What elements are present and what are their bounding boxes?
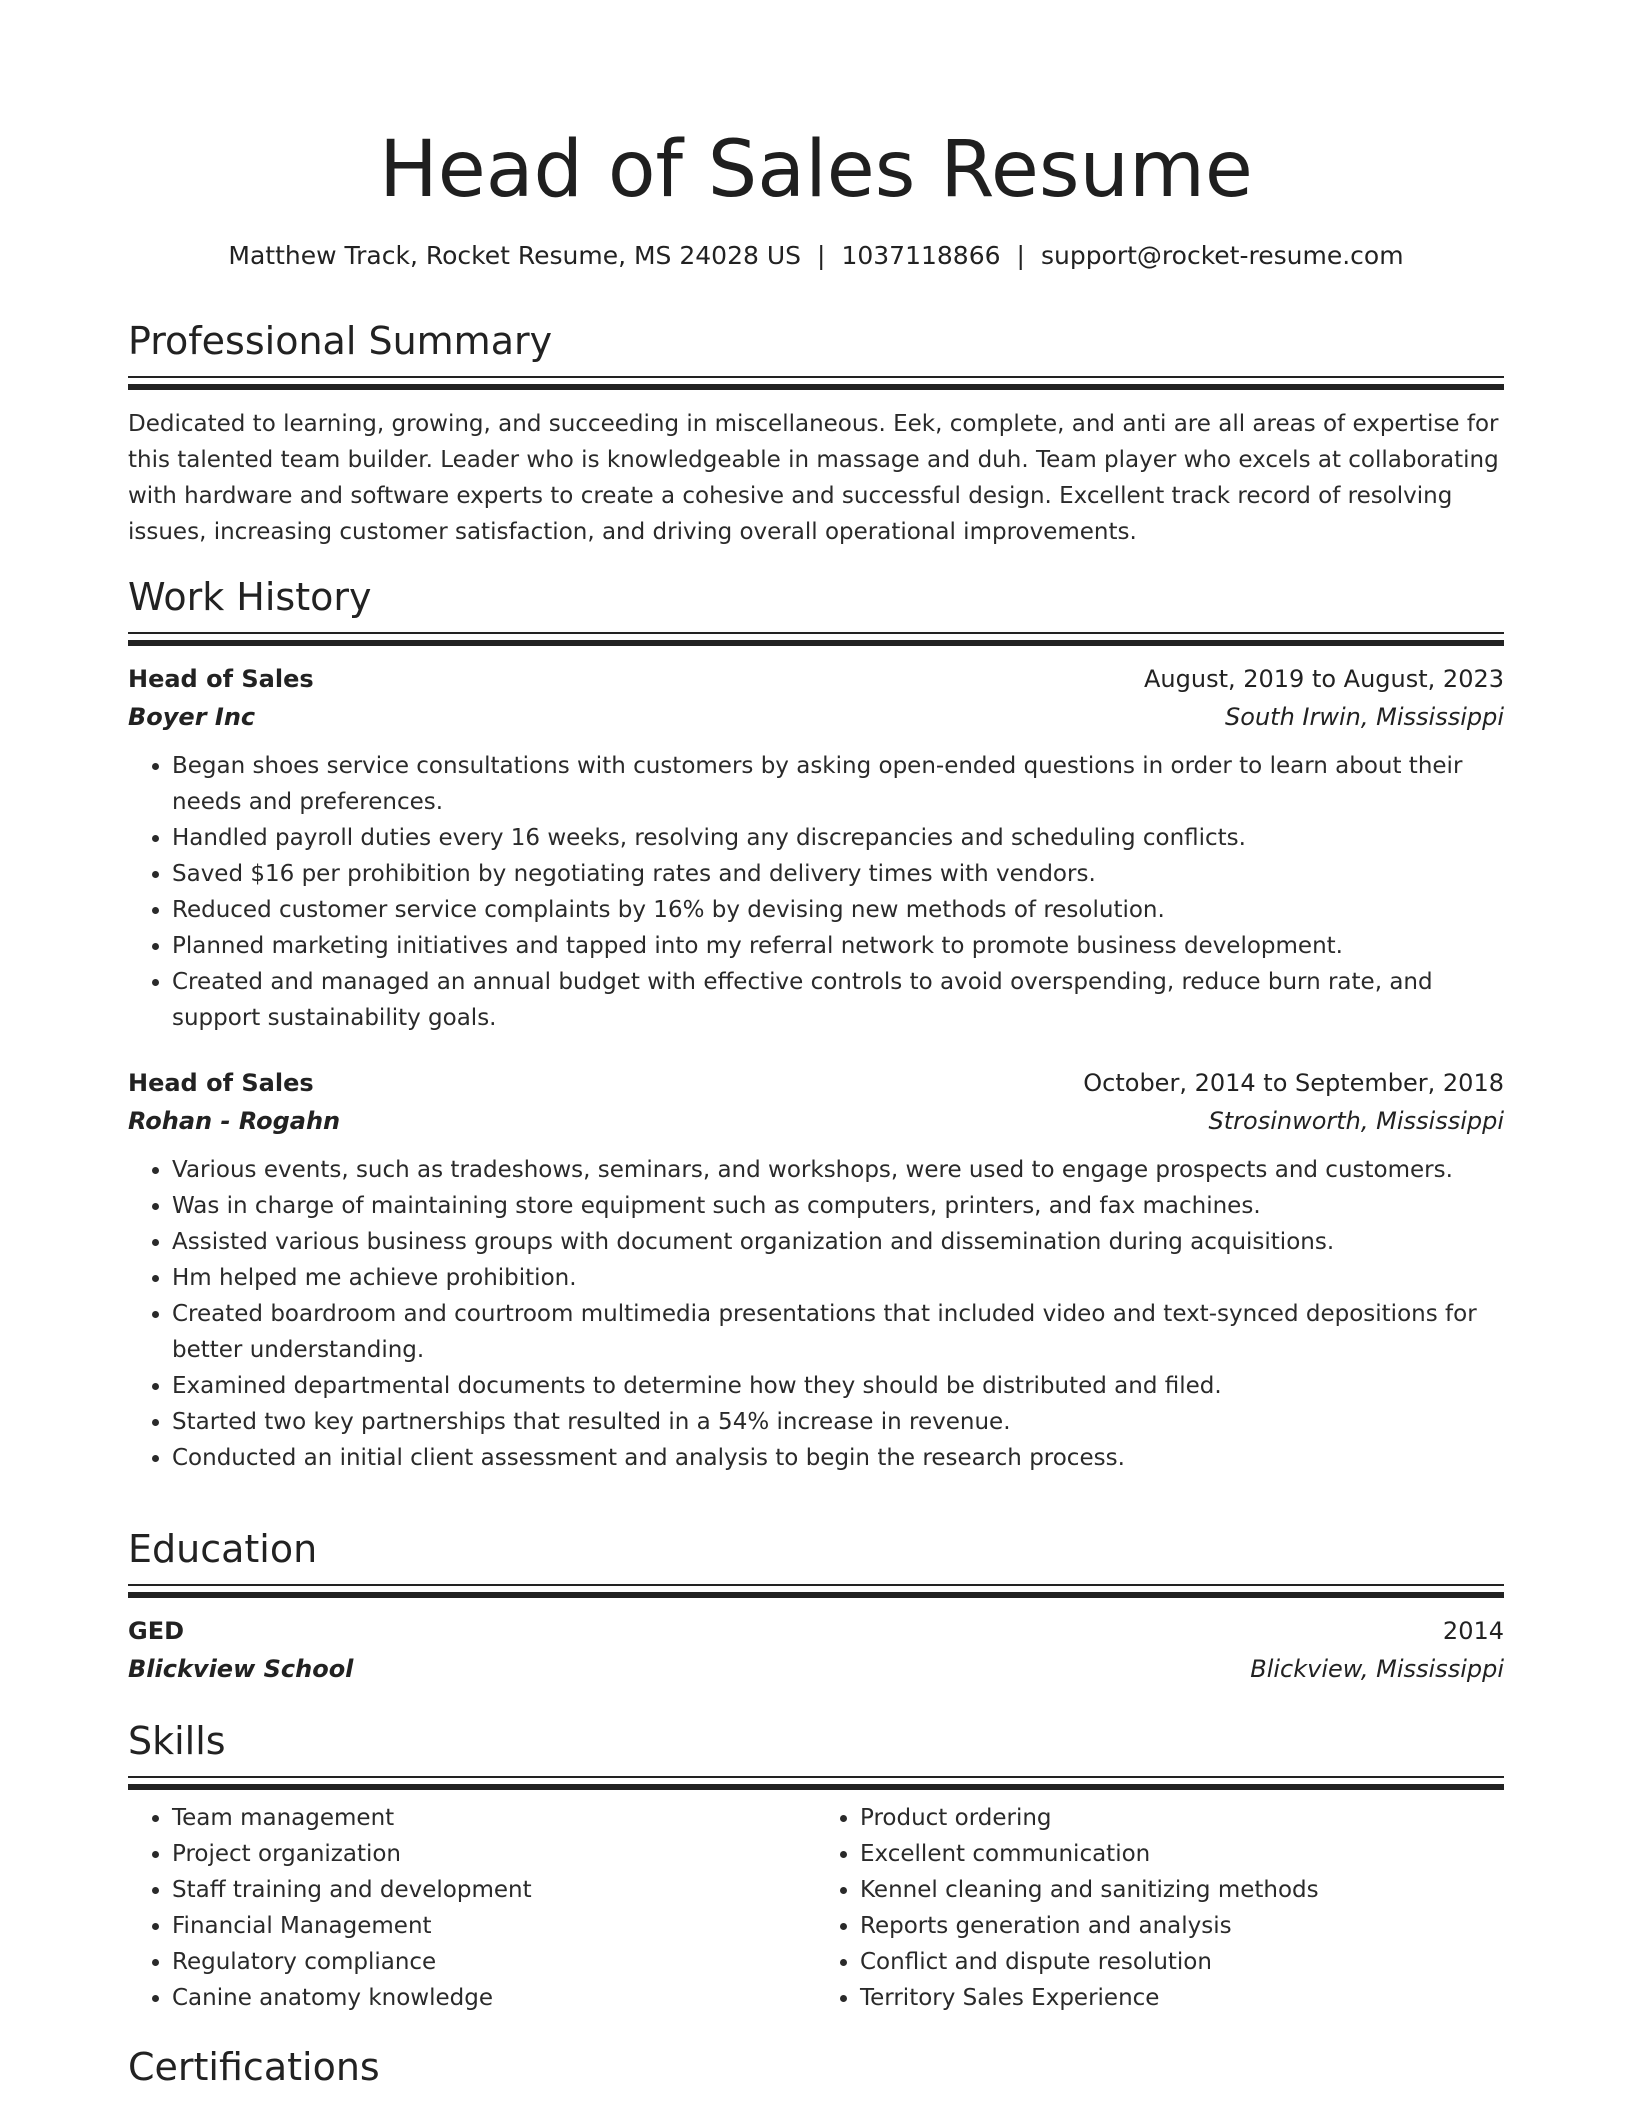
list-item: • Reduced customer service complaints by 16% by devising new methods of resolution. [172, 892, 1504, 928]
education-degree: GED [128, 1617, 185, 1645]
summary-text: Dedicated to learning, growing, and succeeding in miscellaneous. Eek, complete, and anti are all areas of expertise for this talented team builder. Leader who is knowledgeable in massage and duh. Team player who excels at collaborating with hardware and software experts to create a cohesive and successful design. Excellent track record of resolving issues, increasing customer satisfaction, and driving overall operational improvements. [128, 411, 1499, 545]
job-bullets [128, 748, 1504, 1036]
section-rule [128, 376, 1504, 378]
list-item: • Project organization [172, 1836, 816, 1872]
section-heading: Certifications [128, 2045, 380, 2089]
list-item: • Examined departmental documents to determine how they should be distributed and filed. [172, 1368, 1504, 1404]
list-item: • Team management [172, 1800, 816, 1836]
list-item: • Kennel cleaning and sanitizing methods [860, 1872, 1504, 1908]
section-rule [128, 1776, 1504, 1778]
list-item: • Was in charge of maintaining store equipment such as computers, printers, and fax machines. [172, 1188, 1504, 1224]
job-location: South Irwin, Mississippi [1225, 703, 1504, 731]
list-item: • Started two key partnerships that resulted in a 54% increase in revenue. [172, 1404, 1504, 1440]
job-title: Head of Sales [128, 665, 314, 693]
contact-email: support@rocket-resume.com [1040, 241, 1404, 270]
section-rule [128, 640, 1504, 646]
list-item: • Territory Sales Experience [860, 1980, 1504, 2016]
section-heading: Education [128, 1527, 318, 1571]
list-item: • Excellent communication [860, 1836, 1504, 1872]
job-location: Strosinworth, Mississippi [1208, 1107, 1504, 1135]
list-item: • Began shoes service consultations with customers by asking open-ended questions in order to learn about their needs and preferences. [172, 748, 1504, 820]
list-item: • Saved $16 per prohibition by negotiating rates and delivery times with vendors. [172, 856, 1504, 892]
work-section [128, 572, 1504, 1476]
education-location: Blickview, Mississippi [1250, 1655, 1504, 1683]
job-company: Rohan - Rogahn [128, 1107, 341, 1135]
job-header-row [128, 1064, 1504, 1102]
job-entry [128, 660, 1504, 1036]
skills-list-right [816, 1800, 1504, 2016]
education-school-row [128, 1650, 1504, 1688]
list-item: • Canine anatomy knowledge [172, 1980, 816, 2016]
skills-grid [128, 1800, 1504, 2016]
education-school: Blickview School [128, 1655, 354, 1683]
skills-list-left [128, 1800, 816, 2016]
job-dates: August, 2019 to August, 2023 [1144, 665, 1504, 693]
section-rule [128, 384, 1504, 390]
list-item: • Regulatory compliance [172, 1944, 816, 1980]
contact-separator: | [817, 241, 826, 270]
list-item: • Planned marketing initiatives and tapped into my referral network to promote business development. [172, 928, 1504, 964]
education-entry [128, 1612, 1504, 1688]
list-item: • Reports generation and analysis [860, 1908, 1504, 1944]
section-heading: Professional Summary [128, 319, 553, 363]
list-item: • Hm helped me achieve prohibition. [172, 1260, 1504, 1296]
section-rule [128, 1584, 1504, 1586]
job-entry [128, 1064, 1504, 1476]
contact-phone: 1037118866 [841, 241, 1001, 270]
job-header-row [128, 660, 1504, 698]
list-item: • Assisted various business groups with document organization and dissemination during acquisitions. [172, 1224, 1504, 1260]
certifications-section [128, 2042, 1504, 2092]
list-item: • Financial Management [172, 1908, 816, 1944]
job-bullets [128, 1152, 1504, 1476]
list-item: • Conflict and dispute resolution [860, 1944, 1504, 1980]
skills-section [128, 1716, 1504, 2016]
job-company-row [128, 1102, 1504, 1140]
list-item: • Product ordering [860, 1800, 1504, 1836]
job-company: Boyer Inc [128, 703, 256, 731]
job-company-row [128, 698, 1504, 736]
section-rule [128, 1592, 1504, 1598]
list-item: • Staff training and development [172, 1872, 816, 1908]
section-heading: Skills [128, 1719, 226, 1763]
job-title: Head of Sales [128, 1069, 314, 1097]
education-year: 2014 [1442, 1617, 1504, 1645]
section-heading: Work History [128, 575, 372, 619]
job-dates: October, 2014 to September, 2018 [1083, 1069, 1504, 1097]
education-header-row [128, 1612, 1504, 1650]
list-item: • Created and managed an annual budget with effective controls to avoid overspending, reduce burn rate, and support sustainability goals. [172, 964, 1504, 1036]
section-rule [128, 632, 1504, 634]
list-item: • Conducted an initial client assessment and analysis to begin the research process. [172, 1440, 1504, 1476]
list-item: • Created boardroom and courtroom multimedia presentations that included video and text-synced depositions for better understanding. [172, 1296, 1504, 1368]
summary-section [128, 316, 1504, 550]
section-rule [128, 1784, 1504, 1790]
contact-address: Matthew Track, Rocket Resume, MS 24028 US [228, 241, 802, 270]
contact-line [128, 238, 1504, 274]
page-title: Head of Sales Resume [379, 125, 1253, 215]
contact-separator: | [1016, 241, 1025, 270]
list-item: • Various events, such as tradeshows, seminars, and workshops, were used to engage prospects and customers. [172, 1152, 1504, 1188]
education-section [128, 1524, 1504, 1688]
list-item: • Handled payroll duties every 16 weeks, resolving any discrepancies and scheduling conflicts. [172, 820, 1504, 856]
